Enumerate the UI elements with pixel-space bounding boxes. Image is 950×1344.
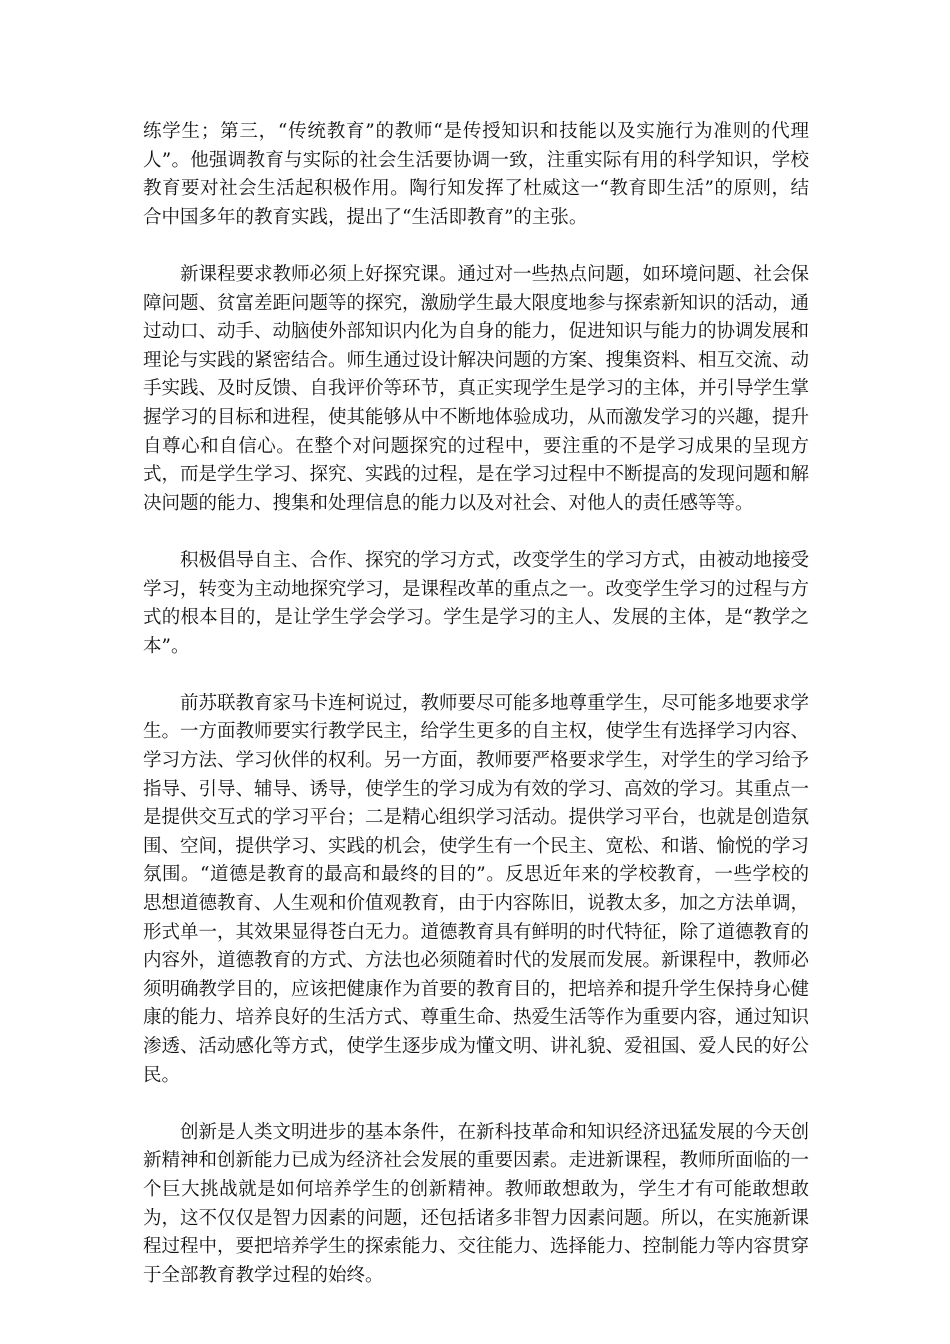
paragraph-inquiry-course: 新课程要求教师必须上好探究课。通过对一些热点问题，如环境问题、社会保障问题、贫富差距问题等的探究，激励学生最大限度地参与探索新知识的活动，通过动口、动手、动脑使外部知识内化为自身的能力，促进知识与能力的协调发展和理论与实践的紧密结合。师生通过设计解决问题的方案、搜集资料、相互交流、动手实践、及时反馈、自我评价等环节，真正实现学生是学习的主体，并引导学生掌握学习的目标和进程，使其能够从中不断地体验成功，从而激发学习的兴趣，提升自尊心和自信心。在整个对问题探究的过程中，要注重的不是学习成果的呈现方式，而是学生学习、探究、实践的过程，是在学习过程中不断提高的发现问题和解决问题的能力、搜集和处理信息的能力以及对社会、对他人的责任感等等。: [143, 263, 810, 514]
document-page: [143, 118, 809, 1319]
paragraph-innovation: 创新是人类文明进步的基本条件，在新科技革命和知识经济迅猛发展的今天创新精神和创新能力已成为经济社会发展的重要因素。走进新课程，教师所面临的一个巨大挑战就是如何培养学生的创新精神。教师敢想敢为，学生才有可能敢想敢为，这不仅仅是智力因素的问题，还包括诸多非智力因素问题。所以，在实施新课程过程中，要把培养学生的探索能力、交往能力、选择能力、控制能力等内容贯穿于全部教育教学过程的始终。: [143, 1121, 810, 1286]
paragraph-continuation: 练学生；第三，“传统教育”的教师“是传授知识和技能以及实施行为准则的代理人”。他强调教育与实际的社会生活要协调一致，注重实际有用的科学知识，学校教育要对社会生活起积极作用。陶行知发挥了杜威这一“教育即生活”的原则，结合中国多年的教育实践，提出了“生活即教育”的主张。: [143, 121, 809, 228]
paragraph-respect-students: 前苏联教育家马卡连柯说过，教师要尽可能多地尊重学生，尽可能多地要求学生。一方面教师要实行教学民主，给学生更多的自主权，使学生有选择学习内容、学习方法、学习伙伴的权利。另一方面，教师要严格要求学生，对学生的学习给予指导、引导、辅导、诱导，使学生的学习成为有效的学习、高效的学习。其重点一是提供交互式的学习平台；二是精心组织学习活动。提供学习平台，也就是创造氛围、空间，提供学习、实践的机会，使学生有一个民主、宽松、和谐、愉悦的学习氛围。“道德是教育的最高和最终的目的”。反思近年来的学校教育，一些学校的思想道德教育、人生观和价值观教育，由于内容陈旧，说教太多，加之方法单调，形式单一，其效果显得苍白无力。道德教育具有鲜明的时代特征，除了道德教育的内容外，道德教育的方式、方法也必须随着时代的发展而发展。新课程中，教师必须明确教学目的，应该把健康作为首要的教育目的，把培养和提升学生保持身心健康的能力、培养良好的生活方式、尊重生命、热爱生活等作为重要内容，通过知识渗透、活动感化等方式，使学生逐步成为懂文明、讲礼貌、爱祖国、爱人民的好公民。: [143, 692, 810, 1086]
paragraph-learning-style: 积极倡导自主、合作、探究的学习方式，改变学生的学习方式，由被动地接受学习，转变为主动地探究学习，是课程改革的重点之一。改变学生学习的过程与方式的根本目的，是让学生学会学习。学生是学习的主人、发展的主体，是“教学之本”。: [143, 549, 810, 657]
